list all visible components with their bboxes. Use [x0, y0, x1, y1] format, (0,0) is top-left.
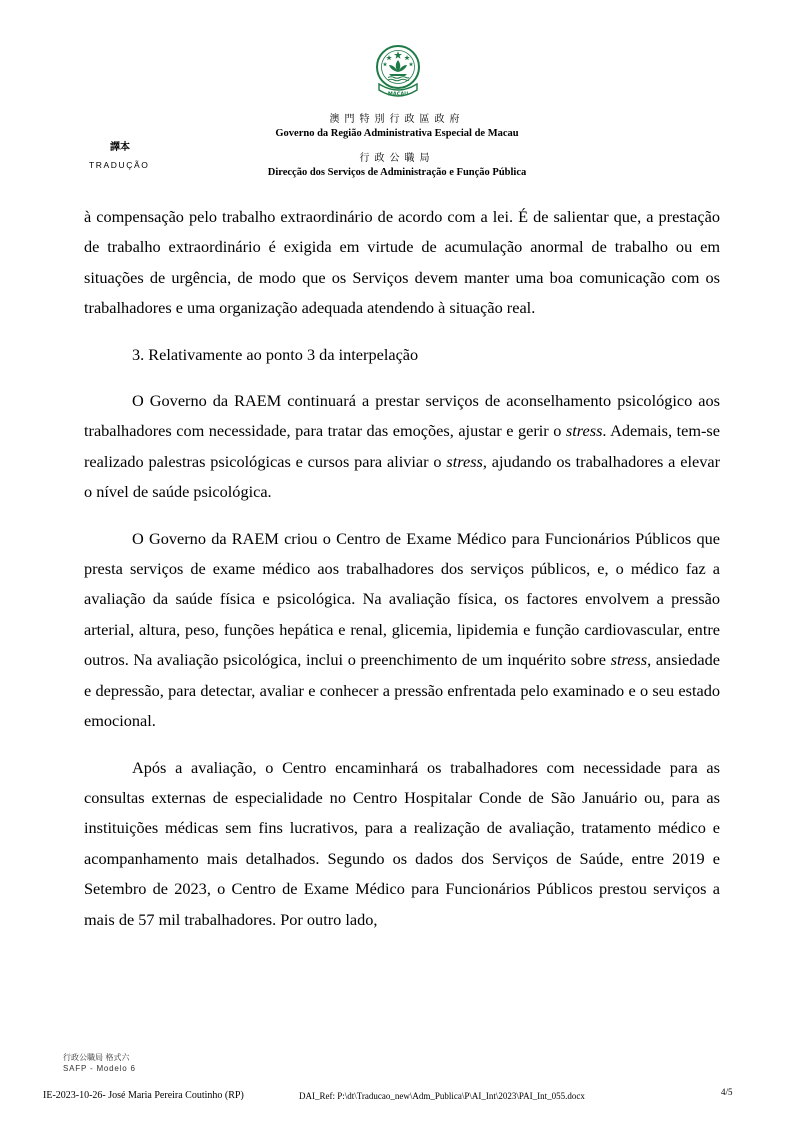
government-name-cn: 澳門特別行政區政府 [329, 114, 465, 125]
bureau-name-pt: Direcção dos Serviços de Administração e Função Pública [267, 167, 527, 178]
text-run: O Governo da RAEM criou o Centro de Exame Médico para Funcionários Públicos que presta serviços de exame médico aos trabalhadores dos serviços públicos, e, o médico faz a avaliação da saúde física e psicológica. Na avaliação física, os factores envolvem a pressão arterial, altura, peso, funções hepática e renal, glicemia, lipidemia e função cardiovascular, entre outros. Na avaliação psicológica, inclui o preenchimento de um inquérito sobre [84, 528, 720, 670]
paragraph-overtime: à compensação pelo trabalho extraordinário de acordo com a lei. É de salientar que, a prestação de trabalho extraordinário é exigida em virtude de acumulação anormal de trabalho ou em situações de urgência, de modo que os Serviços devem manter uma boa comunicação com os trabalhadores e uma organização adequada atendendo à situação real. [84, 207, 720, 318]
government-name-pt: Governo da Região Administrativa Especial de Macau [275, 128, 519, 139]
paragraph-referral: Após a avaliação, o Centro encaminhará os trabalhadores com necessidade para as consultas externas de especialidade no Centro Hospitalar Conde de São Januário ou, para as instituições médicas sem fins lucrativos, para a realização de avaliação, tratamento médico e acompanhamento mais detalhados. Segundo os dados dos Serviços de Saúde, entre 2019 e Setembro de 2023, o Centro de Exame Médico para Funcionários Públicos prestou serviços a mais de 57 mil trabalhadores. Por outro lado, [84, 757, 720, 929]
emphasis-stress: stress [565, 421, 603, 441]
text-run: , ajudando os trabalhadores a elevar o nível de saúde psicológica. [84, 451, 721, 502]
text-run: O Governo da RAEM continuará a prestar serviços de aconselhamento psicológico aos trabalhadores com necessidade, para tratar das emoções, ajustar e gerir o [84, 391, 720, 441]
form-label-cn: 行政公職局 格式六 [63, 1053, 130, 1062]
paragraph-medical-centre [84, 524, 720, 737]
paragraph-psychological-counselling [84, 386, 720, 508]
emphasis-stress: stress [610, 650, 648, 670]
translation-label-cn: 譯本 [110, 142, 130, 153]
text-run: , ansiedade e depressão, para detectar, avaliar e conhecer a pressão enfrentada pelo examinado e o seu estado emocional. [84, 650, 721, 731]
emblem-label: MACAU [387, 91, 409, 98]
section-heading-point-3: 3. Relativamente ao ponto 3 da interpelação [132, 344, 419, 364]
document-body [84, 202, 720, 951]
bureau-name-cn: 行政公職局 [359, 153, 435, 164]
file-path: DAI_Ref: P:\dt\Traducao_new\Adm_Publica\P\AI_Int\2023\PAI_Int_055.docx [299, 1091, 585, 1101]
document-reference: IE-2023-10-26- José Maria Pereira Coutinho (RP) [43, 1090, 244, 1101]
form-model-label: SAFP - Modelo 6 [63, 1064, 136, 1073]
translation-label-pt: TRADUÇÃO [89, 160, 150, 170]
macau-emblem-icon [375, 44, 421, 104]
text-run: . Ademais, tem-se realizado palestras psicológicas e cursos para aliviar o [84, 421, 720, 471]
emphasis-stress: stress [446, 451, 483, 471]
page-number: 4/5 [721, 1087, 733, 1097]
